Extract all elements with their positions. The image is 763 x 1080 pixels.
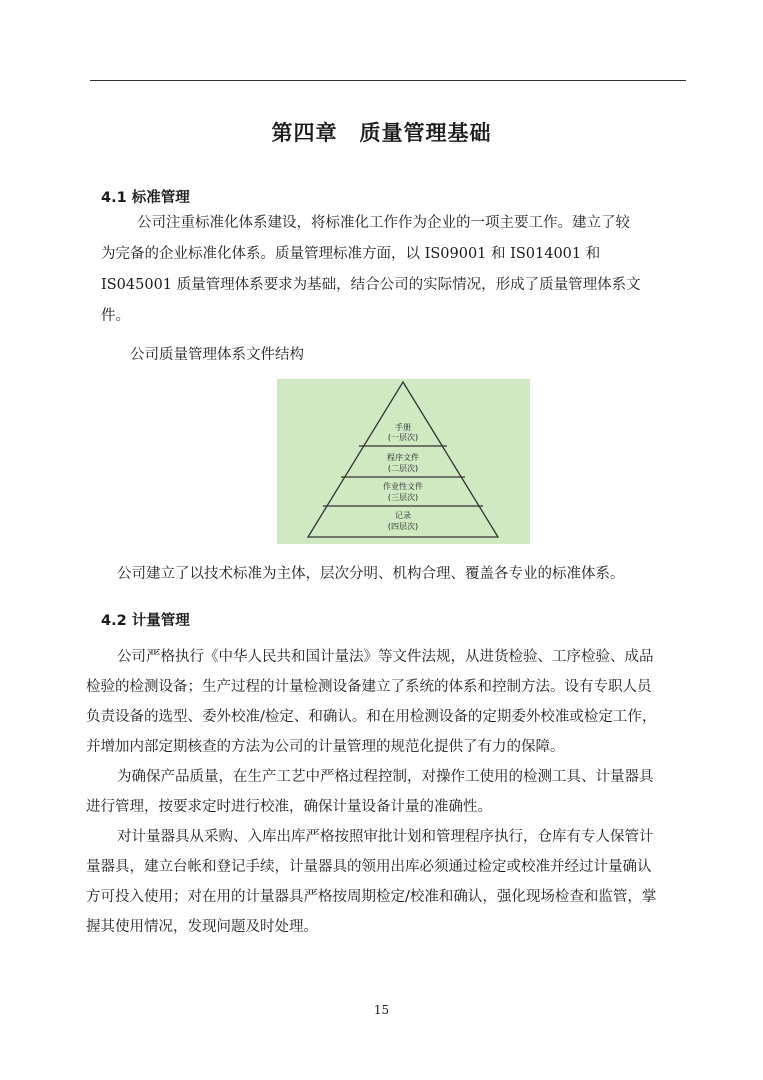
page-number: 15 xyxy=(373,1003,390,1017)
paragraph-4-1-line xyxy=(101,244,678,264)
paragraph-4-2-line: 握其使用情况，发现问题及时处理。 xyxy=(86,919,318,935)
tier-2-level: (二层次) xyxy=(387,464,419,473)
tier-1-level: (一层次) xyxy=(387,433,419,442)
paragraph-4-2-line: 量器具，建立台帐和登记手续，计量器具的领用出库必须通过检定或校准并经过计量确认 xyxy=(86,859,652,875)
paragraph-4-1-line: IS045001 质量管理体系要求为基础，结合公司的实际情况，形成了质量管理体系文 xyxy=(101,277,641,293)
paragraph-4-2-line: 方可投入使用；对在用的计量器具严格按周期检定/校准和确认，强化现场检查和监管，掌 xyxy=(86,889,657,905)
paragraph-4-2-line: 为确保产品质量，在生产工艺中严格过程控制，对操作工使用的检测工具、计量器具 xyxy=(117,769,654,785)
paragraph-4-2-line: 负责设备的选型、委外校准/检定、和确认。和在用检测设备的定期委外校准或检定工作， xyxy=(86,709,657,725)
tier-4-level: (四层次) xyxy=(387,522,419,531)
tier-4-label: 记录 xyxy=(395,511,411,520)
paragraph-4-1-line-text: 为完备的企业标准化体系。质量管理标准方面，以 IS09001 和 IS014001 和 xyxy=(101,246,601,262)
closing-line: 公司建立了以技术标准为主体，层次分明、机构合理、覆盖各专业的标准体系。 xyxy=(117,566,625,582)
tier-1-label: 手册 xyxy=(395,423,411,432)
chapter-title: 第四章 质量管理基础 xyxy=(271,121,492,145)
pyramid-figure xyxy=(277,379,530,544)
header-rule xyxy=(90,80,686,81)
section-heading-4-1: 4.1 标准管理 xyxy=(101,190,190,206)
pyramid-diagram xyxy=(277,379,530,544)
tier-3-level: (三层次) xyxy=(387,493,419,502)
section-heading-4-2: 4.2 计量管理 xyxy=(101,613,190,629)
paragraph-4-2-line: 检验的检测设备；生产过程的计量检测设备建立了系统的体系和控制方法。设有专职人员 xyxy=(86,679,652,695)
paragraph-4-2-line: 公司严格执行《中华人民共和国计量法》等文件法规，从进货检验、工序检验、成品 xyxy=(117,649,654,665)
tier-2-label: 程序文件 xyxy=(387,453,419,462)
figure-caption: 公司质量管理体系文件结构 xyxy=(130,347,304,363)
paragraph-4-2-line: 进行管理，按要求定时进行校准，确保计量设备计量的准确性。 xyxy=(86,799,492,815)
paragraph-4-2-line: 对计量器具从采购、入库出库严格按照审批计划和管理程序执行，仓库有专人保管计 xyxy=(117,829,654,845)
tier-3-label: 作业性文件 xyxy=(383,482,423,491)
paragraph-4-1-line: 件。 xyxy=(101,308,130,324)
paragraph-4-2-line: 并增加内部定期核查的方法为公司的计量管理的规范化提供了有力的保障。 xyxy=(86,739,565,755)
paragraph-4-1-line: 公司注重标准化体系建设，将标准化工作作为企业的一项主要工作。建立了较 xyxy=(137,215,630,231)
